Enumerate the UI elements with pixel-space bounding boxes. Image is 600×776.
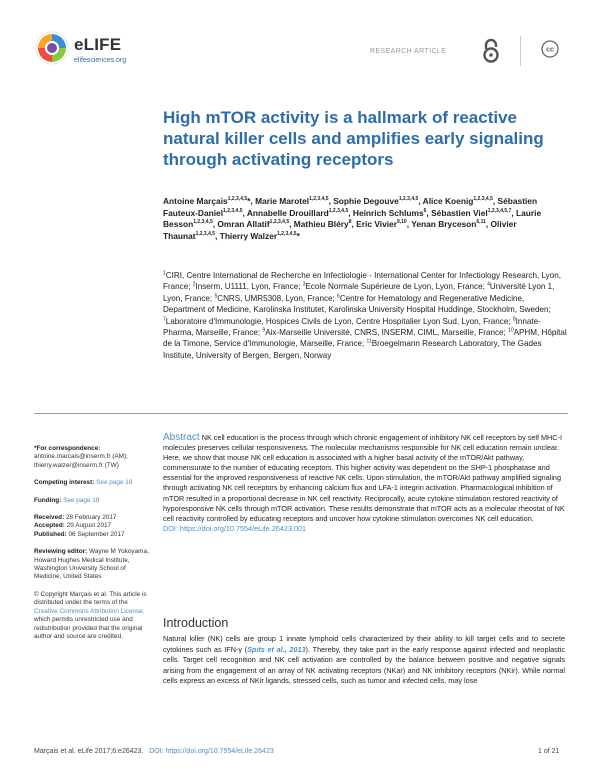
author-name: Eric Vivier xyxy=(356,219,397,229)
author-affiliation-sup: 1,2,3,4,5 xyxy=(309,196,329,203)
author-name: Omran Allatif xyxy=(217,219,270,229)
intro-text-2: ). Thereby, they take part in the early response against infected and neoplastic cells. Target cell recognition and NK cell activation are controlled by the balance between positive and negative signals arising from the engagement of an array of NK activating receptors (NKar) and NK inhibitory receptors (NKir). While normal cells express an excess of NKir ligands, stressed cells, such as tumor and infected cells, may lose xyxy=(163,644,565,686)
copyright-block xyxy=(34,591,149,641)
article-title: High mTOR activity is a hallmark of reactive natural killer cells and amplifies early signaling through activating receptors xyxy=(163,108,544,169)
reviewing-editor-block xyxy=(34,548,149,582)
affiliation-text: Université Lyon 1, Lyon, France; xyxy=(163,282,555,303)
page-number: 1 of 21 xyxy=(538,748,560,755)
abstract-doi-link[interactable]: DOI: https://doi.org/10.7554/eLife.26423.001 xyxy=(163,523,307,533)
affiliation-number: 11 xyxy=(366,338,372,345)
abstract xyxy=(163,433,565,534)
affiliation-number: 10 xyxy=(508,327,514,334)
footer-doi-link[interactable]: DOI: https://doi.org/10.7554/eLife.26423 xyxy=(149,748,274,755)
affiliations xyxy=(163,270,568,361)
copyright-text-2: which permits unrestricted use and redistribution provided that the original author and source are credited. xyxy=(34,616,143,640)
author-affiliation-sup: 1,2,3,4,5 xyxy=(195,230,216,237)
affiliation-text: CNRS, UMR5308, Lyon, France; xyxy=(217,293,338,303)
author-name: Alice Koenig xyxy=(422,196,474,206)
affiliation-number: 1 xyxy=(163,270,166,277)
cc-label: cc xyxy=(546,46,554,54)
affiliation-text: Centre for Hematology and Regenerative Medicine, Department of Medicine, Karolinska Institutet, Karolinska University Hospital Huddinge, Stockholm, Sweden; xyxy=(163,293,551,315)
reviewing-editor-label: Reviewing editor: xyxy=(34,548,88,556)
author-affiliation-sup: 1,2,3,4,5 xyxy=(473,196,493,203)
elife-logo-icon xyxy=(34,30,70,66)
affiliation-number: 3 xyxy=(302,281,306,288)
funding-label: Funding: xyxy=(34,496,62,504)
competing-interest-link[interactable]: See page 18 xyxy=(96,479,133,487)
author-affiliation-sup: 1,2,3,4,5 xyxy=(277,230,297,237)
author-affiliation-sup: 8 xyxy=(348,219,352,226)
author-name: Thierry Walzer xyxy=(219,230,278,241)
introduction-heading: Introduction xyxy=(163,616,229,630)
author-affiliation-sup: 1,2,3,4,5 xyxy=(223,207,243,214)
received-label: Received: xyxy=(34,514,65,522)
intro-text-1: Natural killer (NK) cells are group 1 innate lymphoid cells characterized by their ability to kill target cells and to secrete cytokines such as IFN-γ ( xyxy=(163,634,565,654)
creative-commons-icon[interactable] xyxy=(541,40,559,58)
abstract-label: Abstract xyxy=(163,432,200,443)
author-affiliation-sup: 1,2,3,4,5 xyxy=(193,219,213,226)
correspondence-label: *For correspondence: xyxy=(34,445,101,452)
author-name: Heinrich Schlums xyxy=(352,207,424,218)
funding-block xyxy=(34,497,149,505)
author-name: Sébastien Fauteux-Daniel xyxy=(163,196,538,218)
header-divider xyxy=(520,36,521,66)
author-list: Antoine Marçais$^{1,2,3,4,5}$*, Marie Marotel$^{1,2,3,4,5}$, Sophie Degouve$^{1,2,3,4,5}$, Alice Koenig$^{1,2,3,4,5}$, Sébastien Fauteux-Daniel$^{1,2,3,4,5}$, Annabelle Drouillard$^{1,2,3,4,5}$, Heinrich Schlums$^6$, Sébastien Viel$^{1,2,3,4,5,7}$, Laurie Besson$^{1,2,3,4,5}$, Omran Allatif$^{1,2,3,4,5}$, Mathieu Bléry$^8$, Eric Vivier$^{9,10}$, Yenan Bryceson$^{6,11}$, Olivier Thaunat$^{1,2,3,4,5}$, Thierry Walzer$^{1,2,3,4,5}$* xyxy=(163,196,542,241)
footer-citation xyxy=(34,748,274,755)
author-name: Sophie Degouve xyxy=(333,196,399,206)
correspondence-block xyxy=(34,445,149,470)
competing-interest-block xyxy=(34,479,149,487)
published-label: Published: xyxy=(34,530,67,538)
affiliation-number: 7 xyxy=(163,315,166,322)
author-name: Antoine Marçais xyxy=(163,196,228,206)
affiliation-number: 4 xyxy=(487,281,490,288)
author-name: Annabelle Drouillard xyxy=(246,207,329,218)
affiliation-number: 5 xyxy=(214,293,218,300)
accepted-label: Accepted: xyxy=(34,522,65,530)
citation-link[interactable]: Spits et al., 2013 xyxy=(247,644,306,654)
affiliation-text: Broegelmann Research Laboratory, The Gades Institute, University of Bergen, Bergen, Norway xyxy=(163,339,542,360)
article-info-sidebar xyxy=(34,445,149,650)
logo-wordmark: eLIFE xyxy=(74,35,122,54)
affiliation-text: Laboratoire d'Immunologie, Hospices Civils de Lyon, Centre Hospitalier Lyon Sud, Lyon, France; xyxy=(165,316,513,326)
article-type-label: RESEARCH ARTICLE xyxy=(370,48,447,55)
author-affiliation-sup: 9,10 xyxy=(396,219,407,226)
reviewing-editor: Wayne M Yokoyama, Howard Hughes Medical Institute, Washington University School of Medicine, United States xyxy=(34,548,149,581)
abstract-text: NK cell education is the process through which chronic engagement of inhibitory NK cell receptors by self MHC-I molecules preserves cellular responsiveness. The molecular mechanisms responsible for NK cell education remain unclear. Here, we show that mouse NK cell education is associated with a higher basal activity of the mTOR/Akt pathway, commensurate to the number of educating receptors. This higher activity was dependent on the SHP-1 phosphatase and essential for the improved responsiveness of reactive NK cells. Upon stimulation, the mTOR/Akt pathway amplified signaling through activating NK cell receptors by enhancing calcium flux and LFA-1 integrin activation. Pharmacological inhibition of mTOR resulted in a proportional decrease in NK cell reactivity. Reciprocally, acute cytokine stimulation restored reactivity of hyporesponsive NK cells through mTOR activation. These results demonstrate that mTOR acts as a molecular rheostat of NK cell reactivity controlled by educating receptors and uncover how cytokine stimulation overcomes NK cell education. xyxy=(163,433,565,523)
author-name: Sébastien Viel xyxy=(431,207,488,218)
section-divider xyxy=(34,413,568,414)
author-affiliation-sup: 1,2,3,4,5 xyxy=(269,219,290,226)
author-name: Mathieu Bléry xyxy=(293,219,349,229)
affiliation-text: Ecole Normale Supérieure de Lyon, Lyon, France; xyxy=(305,282,488,292)
received-date: 28 February 2017 xyxy=(65,514,117,522)
author-affiliation-sup: 1,2,3,4,5 xyxy=(328,207,349,214)
corresponding-author-star: * xyxy=(296,230,300,241)
corresponding-author-star: * xyxy=(247,196,251,206)
published-date: 06 September 2017 xyxy=(68,530,125,538)
dates-block xyxy=(34,514,149,539)
open-access-icon[interactable] xyxy=(480,38,502,64)
cc-license-link[interactable]: Creative Commons Attribution License, xyxy=(34,607,145,615)
author-name: Marie Marotel xyxy=(255,196,310,206)
affiliation-text: Inserm, U1111, Lyon, France; xyxy=(195,282,303,292)
logo-url: elifesciences.org xyxy=(74,57,127,64)
affiliation-text: Innate-Pharma, Marseille, France; xyxy=(163,316,541,338)
competing-interest-label: Competing interest: xyxy=(34,479,95,487)
introduction-body xyxy=(163,634,565,687)
author-name: Yenan Bryceson xyxy=(411,219,477,229)
affiliation-text: CIRI, Centre International de Recherche en Infectiologie - International Center for Infectiology Research, Lyon, France; xyxy=(163,271,561,292)
affiliation-number: 6 xyxy=(337,293,340,300)
affiliation-text: APHM, Hôpital de la Timone, Service d'Immunologie, Marseille, France; xyxy=(163,328,567,349)
affiliation-text: Aix-Marseille Université, CNRS, INSERM, CIML, Marseille, France; xyxy=(265,328,509,338)
correspondence-email-1[interactable]: antoine.marcais@inserm.fr (AM); xyxy=(34,453,128,461)
elife-logo[interactable] xyxy=(34,30,144,72)
author-affiliation-sup: 1,2,3,4,5,7 xyxy=(487,207,512,214)
author-affiliation-sup: 1,2,3,4,5 xyxy=(398,196,419,203)
affiliation-number: 9 xyxy=(262,327,266,334)
funding-link[interactable]: See page 18 xyxy=(63,496,100,504)
author-name: Laurie Besson xyxy=(163,207,542,229)
author-affiliation-sup: 1,2,3,4,5 xyxy=(227,196,248,203)
affiliation-number: 2 xyxy=(192,281,196,288)
footer-citation-text: Marçais et al. eLife 2017;6:e26423. xyxy=(34,748,144,755)
copyright-text-1: © Copyright Marçais et al. This article is distributed under the terms of the xyxy=(34,590,147,607)
author-name: Olivier Thaunat xyxy=(163,219,517,241)
correspondence-email-2[interactable]: thierry.walzer@inserm.fr (TW) xyxy=(34,461,119,469)
author-affiliation-sup: 6,11 xyxy=(476,219,486,226)
accepted-date: 29 August 2017 xyxy=(66,522,112,530)
author-affiliation-sup: 6 xyxy=(423,207,427,214)
affiliation-number: 8 xyxy=(512,315,516,322)
